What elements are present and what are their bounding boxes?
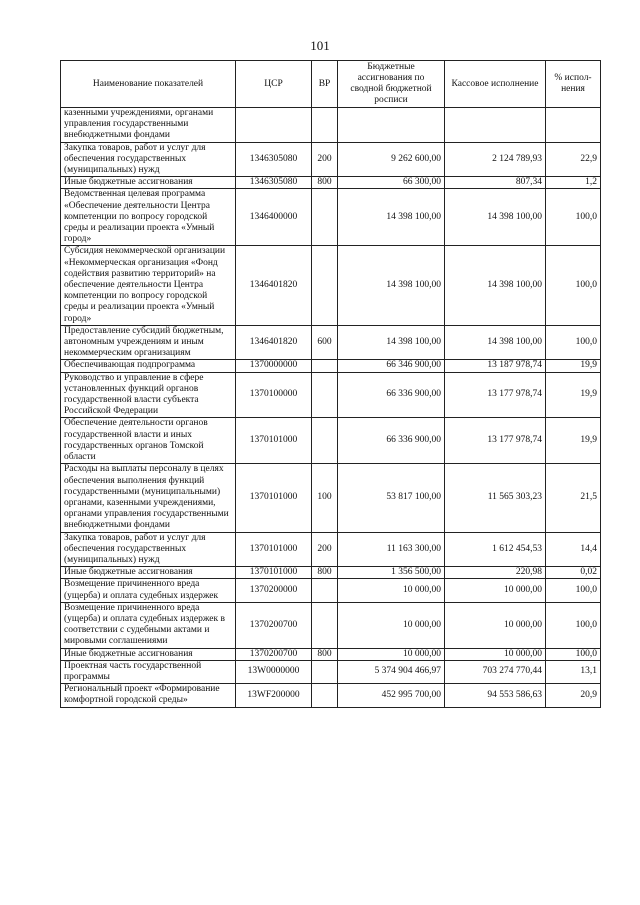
row-cash: 14 398 100,00 [445, 189, 546, 246]
row-csr [236, 108, 312, 143]
row-csr: 1370100000 [236, 372, 312, 418]
row-vr [312, 372, 338, 418]
row-pct: 19,9 [546, 360, 601, 372]
row-name: Субсидия некоммерческой организации «Некоммерческая организация «Фонд содействия развитию территорий» на обеспечение деятельности Центра компетенции по вопросу городской среды и реализации проекта «Умный город» [61, 246, 236, 325]
row-budget: 9 262 600,00 [338, 142, 445, 177]
row-budget: 5 374 904 466,97 [338, 660, 445, 683]
row-budget: 66 346 900,00 [338, 360, 445, 372]
table-row [61, 660, 601, 683]
table-row [61, 108, 601, 143]
table-row [61, 246, 601, 325]
table-body [61, 108, 601, 708]
row-pct: 14,4 [546, 532, 601, 567]
row-budget: 10 000,00 [338, 602, 445, 648]
row-budget [338, 108, 445, 143]
row-csr: 1370101000 [236, 464, 312, 532]
row-budget: 66 300,00 [338, 177, 445, 189]
header-vr: ВР [312, 61, 338, 108]
row-pct [546, 108, 601, 143]
row-csr: 1370101000 [236, 567, 312, 579]
table-row [61, 372, 601, 418]
row-vr: 800 [312, 567, 338, 579]
row-budget: 1 356 500,00 [338, 567, 445, 579]
row-cash: 14 398 100,00 [445, 246, 546, 325]
header-name: Наименование показателей [61, 61, 236, 108]
row-csr: 1370200000 [236, 579, 312, 602]
row-name: Обеспечивающая подпрограмма [61, 360, 236, 372]
table-row [61, 602, 601, 648]
row-vr [312, 189, 338, 246]
row-pct: 19,9 [546, 418, 601, 464]
row-name: Иные бюджетные ассигнования [61, 567, 236, 579]
table-row [61, 360, 601, 372]
row-budget: 10 000,00 [338, 648, 445, 660]
table-row [61, 325, 601, 360]
table-row [61, 142, 601, 177]
row-vr: 100 [312, 464, 338, 532]
row-name: Проектная часть государственной программы [61, 660, 236, 683]
row-vr [312, 660, 338, 683]
row-cash: 11 565 303,23 [445, 464, 546, 532]
budget-table [60, 60, 601, 708]
row-vr: 600 [312, 325, 338, 360]
row-pct: 100,0 [546, 189, 601, 246]
row-cash: 703 274 770,44 [445, 660, 546, 683]
header-budget: Бюджетные ассигнования по сводной бюджетной росписи [338, 61, 445, 108]
row-name: Региональный проект «Формирование комфортной городской среды» [61, 684, 236, 707]
row-pct: 0,02 [546, 567, 601, 579]
row-cash: 10 000,00 [445, 648, 546, 660]
row-pct: 100,0 [546, 648, 601, 660]
row-cash: 1 612 454,53 [445, 532, 546, 567]
row-pct: 20,9 [546, 684, 601, 707]
row-name: Иные бюджетные ассигнования [61, 177, 236, 189]
row-vr [312, 246, 338, 325]
row-vr [312, 418, 338, 464]
row-pct: 1,2 [546, 177, 601, 189]
table-row [61, 532, 601, 567]
row-name: Закупка товаров, работ и услуг для обеспечения государственных (муниципальных) нужд [61, 142, 236, 177]
table-row [61, 177, 601, 189]
row-csr: 1346400000 [236, 189, 312, 246]
row-name: Возмещение причиненного вреда (ущерба) и оплата судебных издержек [61, 579, 236, 602]
row-cash: 10 000,00 [445, 579, 546, 602]
row-name: Обеспечение деятельности органов государственной власти и иных государственных органов Томской области [61, 418, 236, 464]
header-pct: % испол-нения [546, 61, 601, 108]
row-pct: 100,0 [546, 325, 601, 360]
row-cash: 807,34 [445, 177, 546, 189]
row-name: Расходы на выплаты персоналу в целях обеспечения выполнения функций государственными (муниципальными) органами, казенными учреждениями, органами управления государственными внебюджетными фондами [61, 464, 236, 532]
row-budget: 10 000,00 [338, 579, 445, 602]
row-name: Руководство и управление в сфере установленных функций органов государственной власти субъекта Российской Федерации [61, 372, 236, 418]
row-budget: 452 995 700,00 [338, 684, 445, 707]
row-vr: 200 [312, 532, 338, 567]
row-name: казенными учреждениями, органами управления государственными внебюджетными фондами [61, 108, 236, 143]
row-budget: 11 163 300,00 [338, 532, 445, 567]
row-cash: 13 177 978,74 [445, 418, 546, 464]
row-pct: 13,1 [546, 660, 601, 683]
row-name: Ведомственная целевая программа «Обеспечение деятельности Центра компетенции по вопросу городской среды и реализации проекта «Умный город» [61, 189, 236, 246]
row-csr: 1370000000 [236, 360, 312, 372]
row-pct: 100,0 [546, 602, 601, 648]
row-csr: 1346401820 [236, 246, 312, 325]
row-vr [312, 684, 338, 707]
row-pct: 100,0 [546, 579, 601, 602]
row-cash [445, 108, 546, 143]
table-row [61, 418, 601, 464]
row-csr: 1346401820 [236, 325, 312, 360]
row-budget: 14 398 100,00 [338, 325, 445, 360]
row-cash: 220,98 [445, 567, 546, 579]
row-cash: 10 000,00 [445, 602, 546, 648]
row-budget: 14 398 100,00 [338, 189, 445, 246]
header-csr: ЦСР [236, 61, 312, 108]
row-cash: 2 124 789,93 [445, 142, 546, 177]
row-budget: 53 817 100,00 [338, 464, 445, 532]
row-csr: 1370200700 [236, 648, 312, 660]
row-pct: 21,5 [546, 464, 601, 532]
table-row [61, 684, 601, 707]
row-budget: 66 336 900,00 [338, 372, 445, 418]
table-row [61, 648, 601, 660]
row-pct: 22,9 [546, 142, 601, 177]
row-cash: 94 553 586,63 [445, 684, 546, 707]
row-csr: 1370200700 [236, 602, 312, 648]
row-vr [312, 579, 338, 602]
table-row [61, 567, 601, 579]
row-csr: 13W0000000 [236, 660, 312, 683]
row-vr: 800 [312, 648, 338, 660]
header-cash: Кассовое исполнение [445, 61, 546, 108]
row-vr: 800 [312, 177, 338, 189]
row-cash: 13 187 978,74 [445, 360, 546, 372]
row-csr: 1370101000 [236, 532, 312, 567]
row-vr [312, 602, 338, 648]
row-pct: 100,0 [546, 246, 601, 325]
row-budget: 66 336 900,00 [338, 418, 445, 464]
table-row [61, 189, 601, 246]
row-csr: 13WF200000 [236, 684, 312, 707]
row-csr: 1346305080 [236, 142, 312, 177]
row-vr: 200 [312, 142, 338, 177]
row-name: Закупка товаров, работ и услуг для обеспечения государственных (муниципальных) нужд [61, 532, 236, 567]
row-pct: 19,9 [546, 372, 601, 418]
row-name: Предоставление субсидий бюджетным, автономным учреждениям и иным некоммерческим организациям [61, 325, 236, 360]
row-name: Возмещение причиненного вреда (ущерба) и оплата судебных издержек в соответствии с судебными актами и мировыми соглашениями [61, 602, 236, 648]
row-budget: 14 398 100,00 [338, 246, 445, 325]
row-cash: 14 398 100,00 [445, 325, 546, 360]
page-number: 101 [310, 38, 330, 53]
row-name: Иные бюджетные ассигнования [61, 648, 236, 660]
table-header-row [61, 61, 601, 108]
row-cash: 13 177 978,74 [445, 372, 546, 418]
row-vr [312, 108, 338, 143]
row-csr: 1370101000 [236, 418, 312, 464]
table-row [61, 579, 601, 602]
row-csr: 1346305080 [236, 177, 312, 189]
table-row [61, 464, 601, 532]
row-vr [312, 360, 338, 372]
